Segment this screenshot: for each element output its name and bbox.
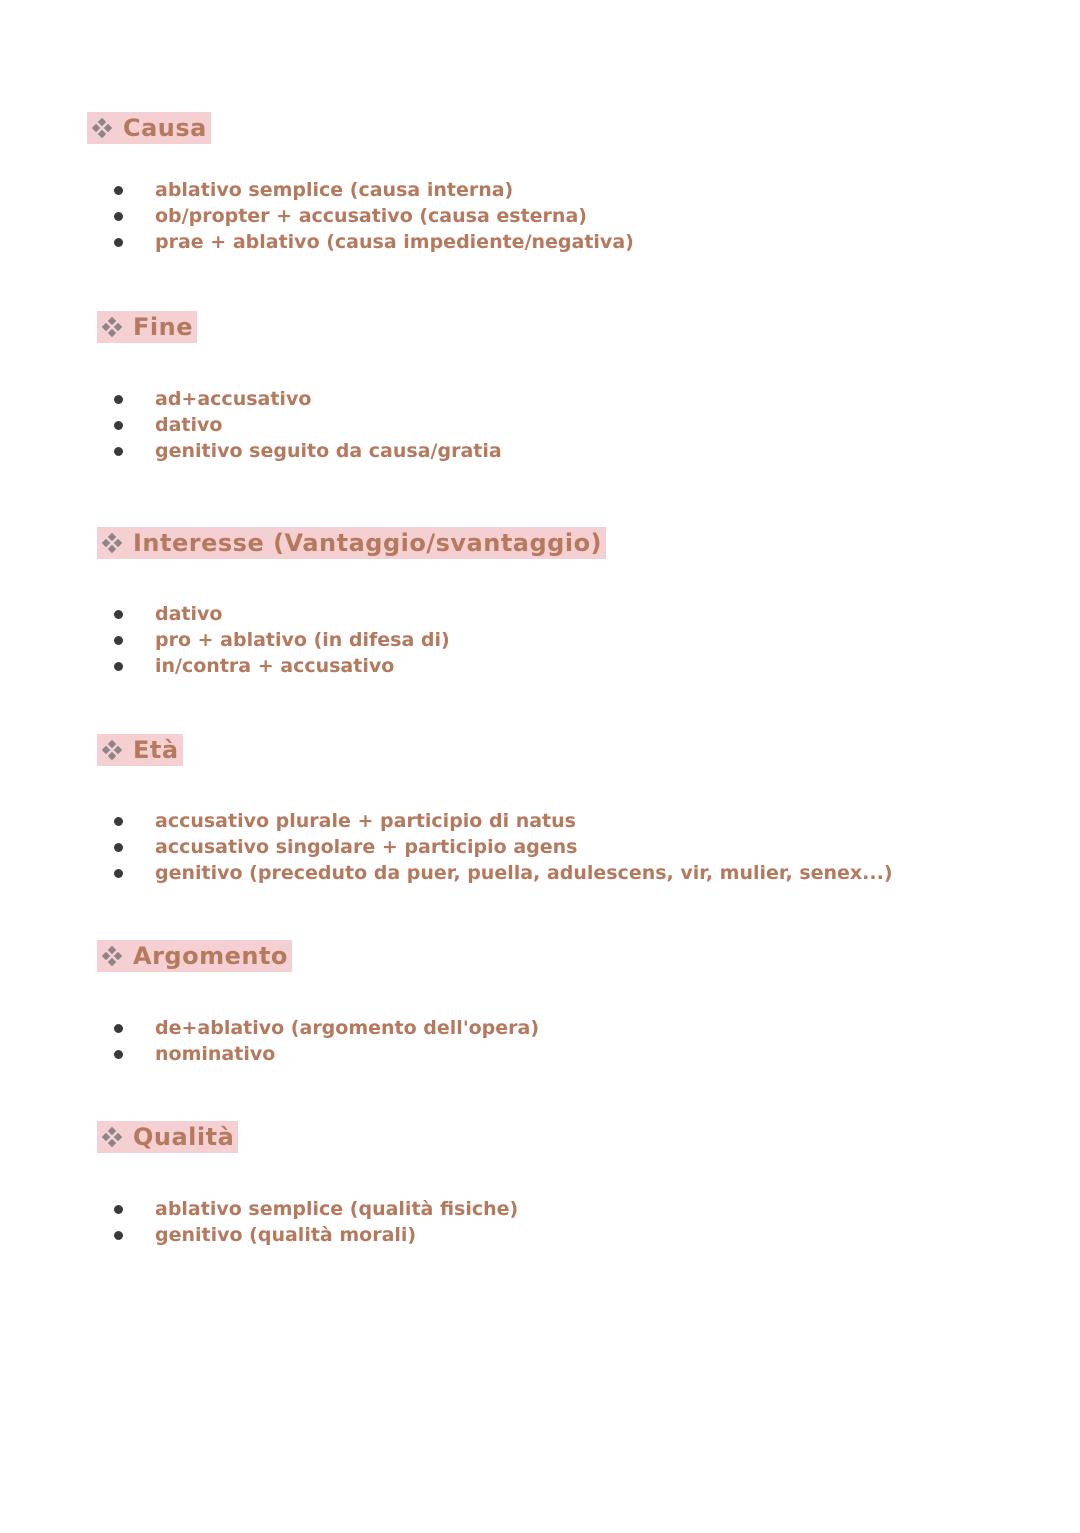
section-heading: [97, 940, 292, 972]
four-diamond-icon: [103, 1128, 121, 1146]
section-list: [114, 1196, 518, 1248]
list-item: [114, 808, 893, 834]
section-heading: [87, 112, 211, 144]
bullet-dot-icon: [114, 421, 123, 430]
section-title: Interesse (Vantaggio/svantaggio): [133, 529, 603, 557]
list-item-text: dativo: [155, 414, 223, 436]
list-item: [114, 177, 634, 203]
bullet-dot-icon: [114, 610, 123, 619]
list-item: [114, 834, 893, 860]
section-heading: [97, 1121, 238, 1153]
list-item: [114, 653, 450, 679]
bullet-dot-icon: [114, 1050, 123, 1059]
section-list: [114, 177, 634, 255]
list-item: [114, 229, 634, 255]
bullet-dot-icon: [114, 1231, 123, 1240]
list-item-text: pro + ablativo (in difesa di): [155, 629, 450, 651]
list-item-text: ad+accusativo: [155, 388, 312, 410]
bullet-dot-icon: [114, 636, 123, 645]
bullet-dot-icon: [114, 212, 123, 221]
section-heading: [97, 311, 197, 343]
list-item: [114, 412, 502, 438]
bullet-dot-icon: [114, 869, 123, 878]
section-title: Qualità: [133, 1123, 235, 1151]
section-heading: [97, 527, 606, 559]
section-heading: [97, 734, 183, 766]
four-diamond-icon: [103, 741, 121, 759]
bullet-dot-icon: [114, 662, 123, 671]
list-item-text: genitivo (preceduto da puer, puella, adulescens, vir, mulier, senex...): [155, 862, 893, 884]
bullet-dot-icon: [114, 395, 123, 404]
bullet-dot-icon: [114, 1205, 123, 1214]
list-item: [114, 627, 450, 653]
list-item: [114, 860, 893, 886]
bullet-dot-icon: [114, 843, 123, 852]
list-item-text: genitivo seguito da causa/gratia: [155, 440, 502, 462]
list-item: [114, 1196, 518, 1222]
list-item: [114, 1015, 539, 1041]
section-title: Età: [133, 736, 179, 764]
list-item-text: nominativo: [155, 1043, 276, 1065]
bullet-dot-icon: [114, 447, 123, 456]
section-list: [114, 601, 450, 679]
list-item: [114, 438, 502, 464]
list-item-text: accusativo plurale + participio di natus: [155, 810, 576, 832]
section-list: [114, 808, 893, 886]
four-diamond-icon: [103, 318, 121, 336]
bullet-dot-icon: [114, 817, 123, 826]
section-list: [114, 1015, 539, 1067]
section-list: [114, 386, 502, 464]
four-diamond-icon: [93, 119, 111, 137]
section-title: Fine: [133, 313, 193, 341]
list-item: [114, 386, 502, 412]
bullet-dot-icon: [114, 238, 123, 247]
four-diamond-icon: [103, 947, 121, 965]
section-title: Causa: [123, 114, 207, 142]
list-item: [114, 203, 634, 229]
list-item: [114, 1222, 518, 1248]
list-item-text: prae + ablativo (causa impediente/negativa): [155, 231, 634, 253]
four-diamond-icon: [103, 534, 121, 552]
list-item-text: ob/propter + accusativo (causa esterna): [155, 205, 587, 227]
section-title: Argomento: [133, 942, 288, 970]
bullet-dot-icon: [114, 186, 123, 195]
list-item-text: genitivo (qualità morali): [155, 1224, 417, 1246]
list-item-text: accusativo singolare + participio agens: [155, 836, 578, 858]
list-item: [114, 1041, 539, 1067]
bullet-dot-icon: [114, 1024, 123, 1033]
list-item-text: in/contra + accusativo: [155, 655, 395, 677]
list-item-text: dativo: [155, 603, 223, 625]
list-item-text: ablativo semplice (causa interna): [155, 179, 514, 201]
list-item-text: de+ablativo (argomento dell'opera): [155, 1017, 540, 1039]
list-item: [114, 601, 450, 627]
list-item-text: ablativo semplice (qualità fisiche): [155, 1198, 519, 1220]
